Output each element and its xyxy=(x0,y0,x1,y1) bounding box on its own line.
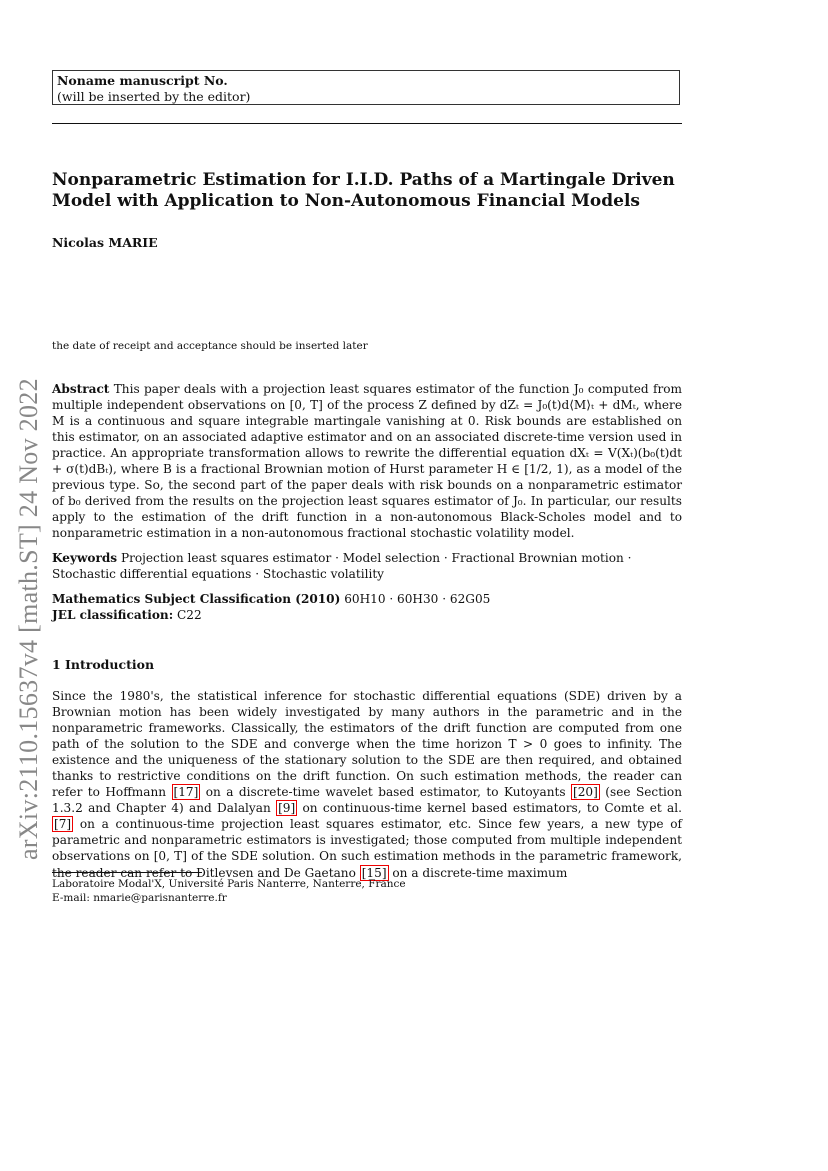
affiliation: Laboratoire Modal'X, Université Paris Nanterre, Nanterre, France xyxy=(52,878,406,890)
msc-text: 60H10 · 60H30 · 62G05 xyxy=(344,592,491,606)
manuscript-number: Noname manuscript No. xyxy=(57,73,228,88)
title-line-2: Model with Application to Non-Autonomous Financial Models xyxy=(52,191,641,211)
abstract xyxy=(52,381,682,541)
citation-link[interactable]: [15] xyxy=(361,865,387,880)
editor-note: (will be inserted by the editor) xyxy=(57,89,251,104)
received-note: the date of receipt and acceptance should be inserted later xyxy=(52,340,368,352)
jel-text: C22 xyxy=(177,608,202,622)
footnote-rule xyxy=(52,872,202,873)
author-name: Nicolas MARIE xyxy=(52,235,158,250)
intro-text-3: (see Section 1.3.2 and Chapter 4) and Dalalyan xyxy=(52,785,682,816)
intro-text-1: Since the 1980's, the statistical inference for stochastic differential equations (SDE) driven by a Brownian motion has been widely investigated by many authors in the parametric and in the nonparametric frameworks. Classically, the estimators of the drift function are computed from one path of the solution to the SDE and converge when the time horizon T > 0 goes to infinity. The existence and the uniqueness of the stationary solution to the SDE are then required, and obtained thanks to restrictive conditions on the drift function. On such estimation methods, the reader can refer to Hoffmann xyxy=(52,689,682,800)
keywords xyxy=(52,550,682,582)
citation-link[interactable]: [20] xyxy=(573,785,598,800)
header-rule xyxy=(52,123,682,124)
email: E-mail: nmarie@parisnanterre.fr xyxy=(52,892,227,904)
manuscript-header-box xyxy=(52,70,680,105)
citation-link[interactable]: [17] xyxy=(173,785,199,800)
msc-classification xyxy=(52,591,682,607)
paper-title xyxy=(52,170,692,212)
section-heading: 1 Introduction xyxy=(52,657,155,672)
citation-link[interactable]: [9] xyxy=(278,801,296,816)
keywords-text: Projection least squares estimator · Model selection · Fractional Brownian motion · Stochastic differential equations · Stochastic volatility xyxy=(52,551,632,581)
jel-classification xyxy=(52,607,682,623)
title-line-1: Nonparametric Estimation for I.I.D. Paths of a Martingale Driven xyxy=(52,170,675,190)
intro-paragraph xyxy=(52,688,682,881)
intro-text-5: on a continuous-time projection least squares estimator, etc. Since few years, a new type of parametric and nonparametric estimators is investigated; those computed from multiple independent observations on [0, T] of the SDE solution. On such estimation methods in the parametric framework, the reader can refer to Ditlevsen and De Gaetano xyxy=(52,817,682,880)
msc-label: Mathematics Subject Classification (2010) xyxy=(52,592,341,606)
intro-text-2: on a discrete-time wavelet based estimator, to Kutoyants xyxy=(205,785,566,800)
footnote xyxy=(52,877,406,905)
arxiv-stamp: arXiv:2110.15637v4 [math.ST] 24 Nov 2022 xyxy=(14,378,43,860)
jel-label: JEL classification: xyxy=(52,608,174,622)
intro-text-4: on continuous-time kernel based estimators, to Comte et al. xyxy=(302,801,682,816)
citation-link[interactable]: [7] xyxy=(54,817,72,832)
keywords-label: Keywords xyxy=(52,551,118,565)
abstract-label: Abstract xyxy=(52,382,110,396)
intro-text-6: on a discrete-time maximum xyxy=(392,865,568,880)
abstract-text: This paper deals with a projection least squares estimator of the function J₀ computed from multiple independent observations on [0, T] of the process Z defined by dZₜ = J₀(t)d⟨M⟩ₜ + dMₜ, where M is a continuous and square integrable martingale vanishing at 0. Risk bounds are established on this estimator, on an associated adaptive estimator and on an associated discrete-time version used in practice. An appropriate transformation allows to rewrite the differential equation dXₜ = V(Xₜ)(b₀(t)dt + σ(t)dBₜ), where B is a fractional Brownian motion of Hurst parameter H ∈ [1/2, 1), as a model of the previous type. So, the second part of the paper deals with risk bounds on a nonparametric estimator of b₀ derived from the results on the projection least squares estimator of J₀. In particular, our results apply to the estimation of the drift function in a non-autonomous Black-Scholes model and to nonparametric estimation in a non-autonomous fractional stochastic volatility model. xyxy=(52,382,682,540)
